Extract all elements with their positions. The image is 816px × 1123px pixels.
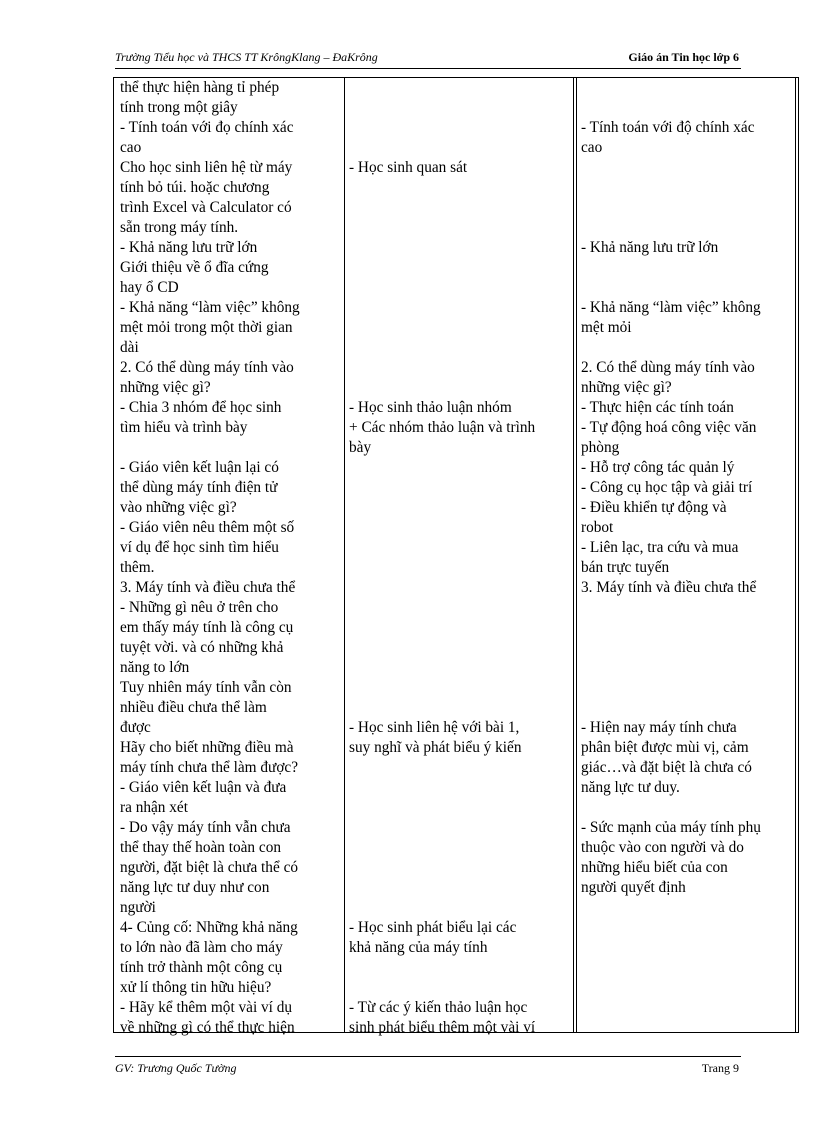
column-divider-1	[344, 78, 345, 1032]
text-line: những hiểu biết của con	[581, 859, 728, 876]
table-border-right	[795, 78, 799, 1032]
text-line: - Công cụ học tập và giải trí	[581, 479, 753, 496]
text-line: trình Excel và Calculator có	[120, 199, 292, 216]
text-line: - Giáo viên kết luận lại có	[120, 459, 279, 476]
page-footer	[115, 1056, 741, 1077]
text-line: - Học sinh liên hệ với bài 1,	[349, 719, 520, 736]
text-line: được	[120, 719, 151, 736]
text-line: Tuy nhiên máy tính vẫn còn	[120, 679, 292, 696]
text-line: tuyệt vời. và có những khả	[120, 639, 284, 656]
text-line: về những gì có thể thực hiện	[120, 1019, 295, 1036]
text-line: to lớn nào đã làm cho máy	[120, 939, 283, 956]
text-line: dài	[120, 339, 139, 356]
text-line: tính trong một giây	[120, 99, 238, 116]
text-line: 2. Có thể dùng máy tính vào	[120, 359, 294, 376]
text-line: người, đặt biệt là chưa thể có	[120, 859, 299, 876]
text-line: 4- Củng cố: Những khả năng	[120, 919, 298, 936]
text-line: robot	[581, 519, 614, 536]
text-line: Giới thiệu về ổ đĩa cứng	[120, 259, 269, 276]
page-number: Trang 9	[701, 1061, 739, 1075]
text-line: tính bỏ túi. hoặc chương	[120, 179, 270, 196]
text-line: - Sức mạnh của máy tính phụ	[581, 819, 761, 836]
text-line: - Hiện nay máy tính chưa	[581, 719, 737, 736]
text-line: mệt mỏi trong một thời gian	[120, 319, 293, 336]
text-line: tìm hiểu và trình bày	[120, 419, 248, 436]
text-line: người quyết định	[581, 879, 686, 896]
text-line: những việc gì?	[581, 379, 672, 396]
text-line: xử lí thông tin hữu hiệu?	[120, 979, 272, 996]
text-line: - Tính toán với đọ chính xác	[120, 119, 294, 136]
text-line: giác…và đặt biệt là chưa có	[581, 759, 752, 776]
text-line: cao	[581, 139, 603, 156]
text-line: - Từ các ý kiến thảo luận học	[349, 999, 528, 1016]
text-line: - Giáo viên nêu thêm một số	[120, 519, 295, 536]
text-line: thể thực hiện hàng tỉ phép	[120, 79, 280, 96]
text-line: - Học sinh thảo luận nhóm	[349, 399, 512, 416]
text-line: vào những việc gì?	[120, 499, 237, 516]
text-line: bày	[349, 439, 372, 456]
text-line: thể thay thế hoàn toàn con	[120, 839, 281, 856]
text-line: nhiều điều chưa thể làm	[120, 699, 267, 716]
text-line: - Học sinh phát biểu lại các	[349, 919, 517, 936]
text-line: - Do vậy máy tính vẫn chưa	[120, 819, 291, 836]
text-line: Hãy cho biết những điều mà	[120, 739, 294, 756]
text-line: năng lực tư duy như con	[120, 879, 270, 896]
text-line: sinh phát biểu thêm một vài ví	[349, 1019, 536, 1036]
text-line: em thấy máy tính là công cụ	[120, 619, 294, 636]
text-line: - Tự động hoá công việc văn	[581, 419, 757, 436]
text-line: - Hãy kể thêm một vài ví dụ	[120, 999, 293, 1016]
text-line: 2. Có thể dùng máy tính vào	[581, 359, 755, 376]
text-line: những việc gì?	[120, 379, 211, 396]
text-line: tính trở thành một công cụ	[120, 959, 283, 976]
text-line: 3. Máy tính và điều chưa thể	[581, 579, 757, 596]
text-line: - Khả năng “làm việc” không	[120, 299, 300, 316]
text-line: phòng	[581, 439, 620, 456]
text-line: thêm.	[120, 559, 155, 576]
text-line: ví dụ để học sinh tìm hiểu	[120, 539, 279, 556]
text-line: hay ổ CD	[120, 279, 179, 296]
text-line: khả năng của máy tính	[349, 939, 488, 956]
text-line: - Liên lạc, tra cứu và mua	[581, 539, 739, 556]
text-line: năng to lớn	[120, 659, 190, 676]
text-line: sẵn trong máy tính.	[120, 219, 239, 236]
document-title: Giáo án Tin học lớp 6	[628, 50, 739, 64]
text-line: cao	[120, 139, 142, 156]
text-line: người	[120, 899, 156, 916]
column-divider-2	[573, 78, 577, 1032]
table-border-left	[113, 78, 114, 1032]
text-line: máy tính chưa thể làm được?	[120, 759, 299, 776]
text-line: bán trực tuyến	[581, 559, 670, 576]
page-header	[115, 48, 741, 69]
text-line: - Những gì nêu ở trên cho	[120, 599, 279, 616]
text-line: - Học sinh quan sát	[349, 159, 468, 176]
text-line: Cho học sinh liên hệ từ máy	[120, 159, 293, 176]
text-line: - Khả năng lưu trữ lớn	[581, 239, 719, 256]
text-line: thể dùng máy tính điện tử	[120, 479, 278, 496]
text-line: - Điều khiển tự động và	[581, 499, 727, 516]
text-line: + Các nhóm thảo luận và trình	[349, 419, 536, 436]
text-line: năng lực tư duy.	[581, 779, 680, 796]
text-line: - Tính toán với độ chính xác	[581, 119, 755, 136]
text-line: - Giáo viên kết luận và đưa	[120, 779, 287, 796]
text-line: 3. Máy tính và điều chưa thể	[120, 579, 296, 596]
text-line: mệt mỏi	[581, 319, 632, 336]
text-line: - Khả năng lưu trữ lớn	[120, 239, 258, 256]
school-name: Trường Tiểu học và THCS TT KrôngKlang – ĐaKrông	[115, 50, 378, 64]
teacher-name: GV: Trương Quốc Tường	[115, 1061, 237, 1075]
text-line: - Hỗ trợ công tác quản lý	[581, 459, 735, 476]
text-line: - Chia 3 nhóm để học sinh	[120, 399, 282, 416]
text-line: thuộc vào con người và do	[581, 839, 744, 856]
text-line: phân biệt được mùi vị, cảm	[581, 739, 749, 756]
lesson-table	[113, 77, 799, 1036]
text-line: ra nhận xét	[120, 799, 188, 816]
text-line: - Khả năng “làm việc” không	[581, 299, 761, 316]
text-line: suy nghĩ và phát biểu ý kiến	[349, 739, 522, 756]
text-line: - Thực hiện các tính toán	[581, 399, 734, 416]
